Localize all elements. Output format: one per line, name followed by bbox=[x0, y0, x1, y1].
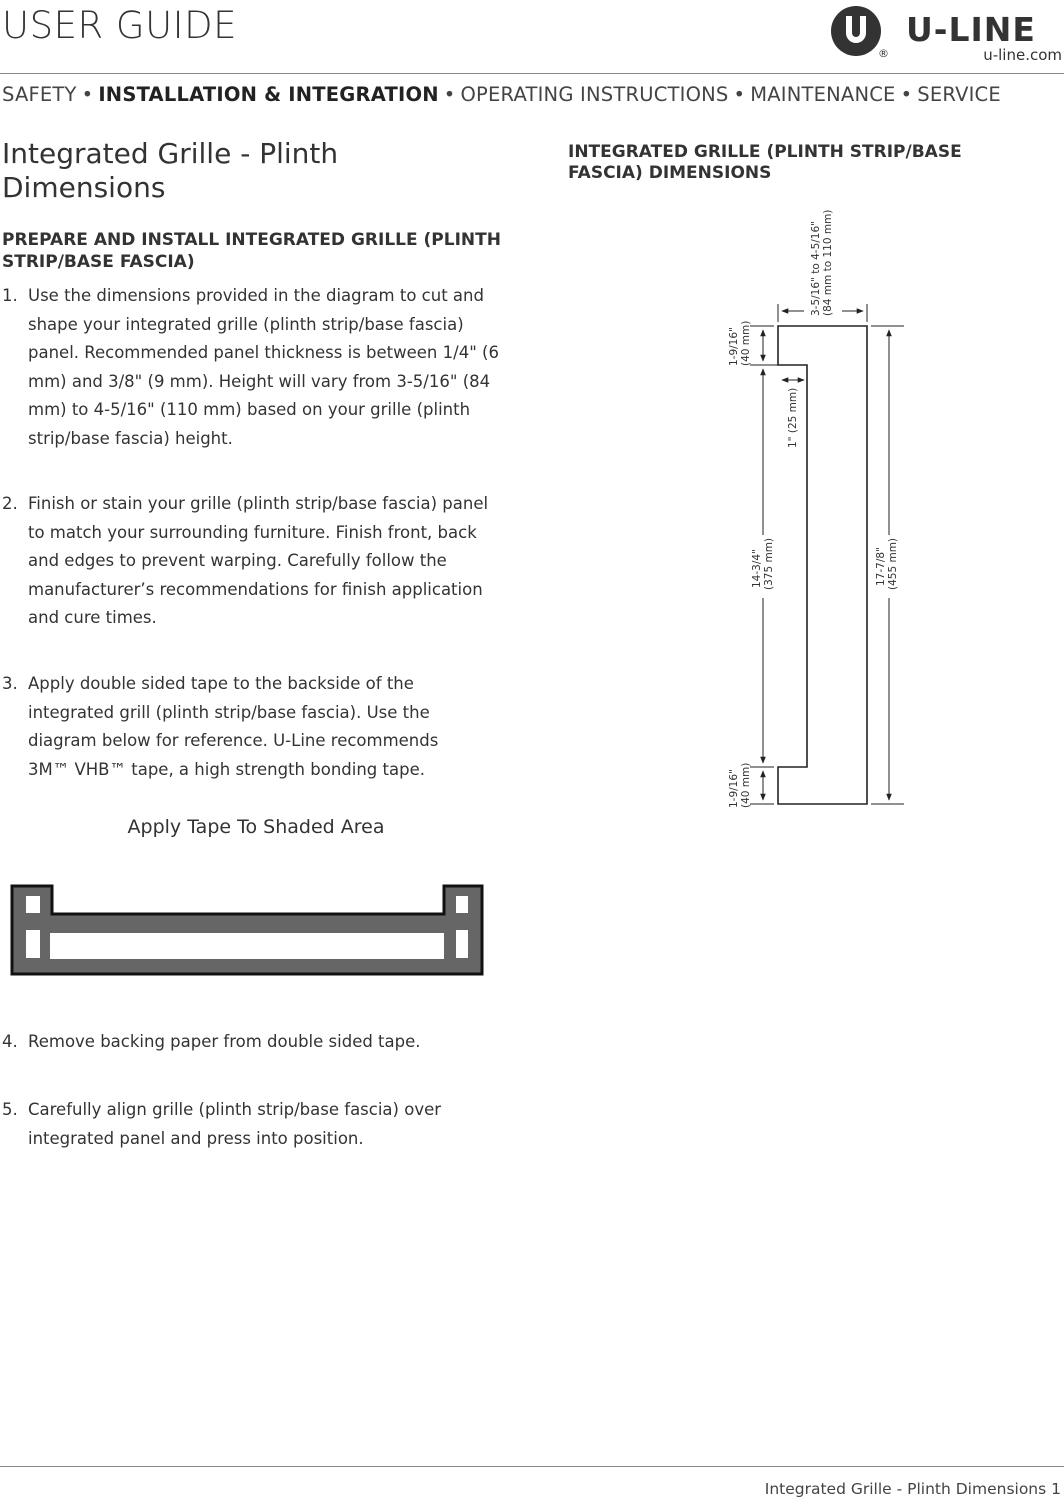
unshaded-strip bbox=[50, 933, 444, 959]
brand-name: U-LINE bbox=[906, 10, 1036, 49]
step-number: 1. bbox=[2, 286, 18, 305]
bottom-label: 1-9/16" bbox=[728, 769, 740, 808]
footer-divider bbox=[0, 1466, 1064, 1467]
tape-area-diagram bbox=[10, 882, 486, 980]
top-label: 1-9/16" bbox=[728, 327, 740, 366]
nav-separator: • bbox=[900, 83, 913, 106]
width-label: 3-5/16" to 4-5/16" bbox=[810, 221, 822, 316]
section-title: Integrated Grille - Plinth Dimensions bbox=[2, 137, 339, 204]
header-divider bbox=[0, 73, 1064, 74]
unshaded-right-top bbox=[456, 896, 468, 913]
middle-label-mm: (375 mm) bbox=[763, 537, 775, 590]
total-label: 17-7/8" bbox=[875, 547, 887, 586]
step-3 bbox=[2, 670, 472, 784]
logo-circle bbox=[831, 6, 881, 56]
step-text: Use the dimensions provided in the diagram to cut and shape your integrated grille (plinth strip/base fascia) panel. Recommended panel thickness is between 1/4" (6 mm) and 3/8" (9 mm). Height will vary from 3-5/16" (84 mm) to 4-5/16" (110 mm) based on your grille (plinth strip/base fascia) height. bbox=[28, 286, 499, 448]
install-subheading: PREPARE AND INSTALL INTEGRATED GRILLE (PLINTH STRIP/BASE FASCIA) bbox=[2, 230, 501, 272]
step-number: 5. bbox=[2, 1100, 18, 1119]
nav-item-maintenance[interactable]: MAINTENANCE bbox=[750, 83, 896, 106]
tape-caption: Apply Tape To Shaded Area bbox=[127, 816, 385, 838]
page-footer: Integrated Grille - Plinth Dimensions 1 bbox=[764, 1480, 1061, 1498]
step-text: Apply double sided tape to the backside of the integrated grill (plinth strip/base fascia). Use the diagram below for reference. U-Line recommends 3M™ VHB™ tape, a high strength bonding tape. bbox=[28, 674, 439, 779]
nav-separator: • bbox=[81, 83, 94, 106]
step-2 bbox=[2, 490, 502, 633]
step-number: 2. bbox=[2, 494, 18, 513]
guide-title: USER GUIDE bbox=[2, 4, 237, 47]
bottom-label-mm: (40 mm) bbox=[740, 762, 752, 808]
step-number: 3. bbox=[2, 674, 18, 693]
unshaded-left-bottom bbox=[26, 930, 40, 958]
section-nav bbox=[2, 83, 1064, 106]
brand-url: u-line.com bbox=[983, 46, 1062, 64]
unshaded-left-top bbox=[26, 896, 40, 913]
step-4 bbox=[2, 1028, 502, 1057]
nav-separator: • bbox=[733, 83, 746, 106]
total-label-mm: (455 mm) bbox=[887, 537, 899, 590]
unshaded-right-bottom bbox=[456, 930, 468, 958]
nav-item-installation[interactable]: INSTALLATION & INTEGRATION bbox=[98, 83, 439, 106]
diagram-heading: INTEGRATED GRILLE (PLINTH STRIP/BASE FASCIA) DIMENSIONS bbox=[568, 142, 962, 183]
step-text: Remove backing paper from double sided tape. bbox=[28, 1032, 421, 1051]
plinth-dimension-diagram bbox=[700, 200, 940, 820]
step-1 bbox=[2, 282, 502, 453]
nav-separator: • bbox=[443, 83, 456, 106]
step-number: 4. bbox=[2, 1032, 18, 1051]
step-text: Carefully align grille (plinth strip/base fascia) over integrated panel and press into position. bbox=[28, 1100, 442, 1148]
step-text: Finish or stain your grille (plinth strip/base fascia) panel to match your surrounding furniture. Finish front, back and edges to prevent warping. Carefully follow the manufacturer’s recommendations for finish application and cure times. bbox=[28, 494, 489, 627]
nav-item-service[interactable]: SERVICE bbox=[917, 83, 1001, 106]
notch-label: 1" (25 mm) bbox=[787, 387, 799, 448]
top-label-mm: (40 mm) bbox=[740, 320, 752, 366]
nav-item-operating[interactable]: OPERATING INSTRUCTIONS bbox=[460, 83, 729, 106]
width-label-mm: (84 mm to 110 mm) bbox=[822, 209, 834, 316]
logo-registered: ® bbox=[878, 47, 889, 60]
middle-label: 14-3/4" bbox=[751, 549, 763, 588]
grille-outline bbox=[12, 886, 482, 974]
nav-item-safety[interactable]: SAFETY bbox=[2, 83, 77, 106]
step-5 bbox=[2, 1096, 472, 1153]
